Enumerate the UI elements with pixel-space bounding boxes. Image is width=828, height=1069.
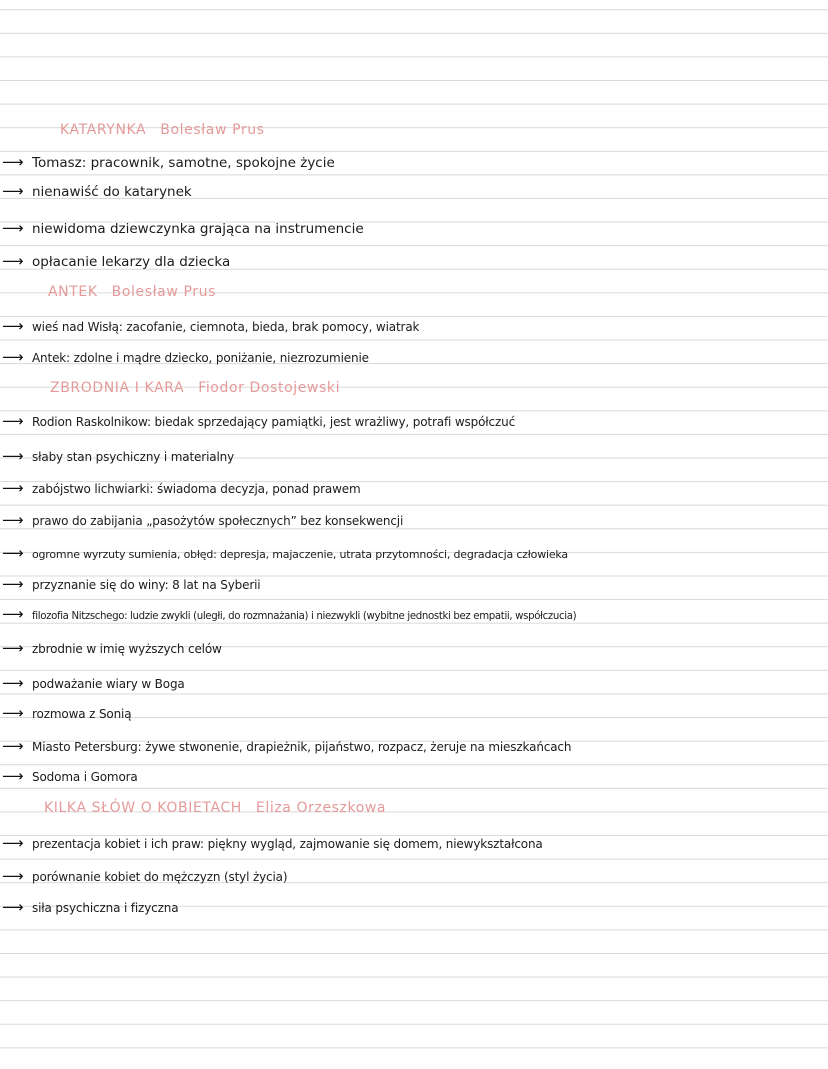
arrow-right-icon: ⟶ [2, 153, 24, 171]
arrow-right-icon: ⟶ [2, 317, 24, 335]
list-item: ⟶ podważanie wiary w Boga [0, 671, 820, 695]
section-title: ZBRODNIA I KARA [50, 380, 185, 396]
arrow-right-icon: ⟶ [2, 544, 24, 562]
list-item: ⟶ prawo do zabijania „pasożytów społecznych” bez konsekwencji [0, 508, 820, 532]
section-title: KATARYNKA [60, 122, 147, 138]
arrow-right-icon: ⟶ [2, 605, 24, 623]
list-item: ⟶ Sodoma i Gomora [0, 764, 820, 788]
arrow-right-icon: ⟶ [2, 412, 24, 430]
list-item: ⟶ zbrodnie w imię wyższych celów [0, 636, 820, 660]
list-item: ⟶ ogromne wyrzuty sumienia, obłęd: depresja, majaczenie, utrata przytomności, degradacja człowieka [0, 541, 820, 565]
arrow-right-icon: ⟶ [2, 737, 24, 755]
list-item: ⟶ zabójstwo lichwiarki: świadoma decyzja, ponad prawem [0, 476, 820, 500]
arrow-right-icon: ⟶ [2, 704, 24, 722]
section-heading-kilka-slow-o-kobietach [0, 796, 820, 820]
arrow-right-icon: ⟶ [2, 639, 24, 657]
section-author: Bolesław Prus [160, 122, 265, 138]
list-item: ⟶ nienawiść do katarynek [0, 179, 820, 203]
arrow-right-icon: ⟶ [2, 348, 24, 366]
arrow-right-icon: ⟶ [2, 834, 24, 852]
arrow-right-icon: ⟶ [2, 182, 24, 200]
list-item: ⟶ wieś nad Wisłą: zacofanie, ciemnota, bieda, brak pomocy, wiatrak [0, 314, 820, 338]
arrow-right-icon: ⟶ [2, 219, 24, 237]
list-item: ⟶ siła psychiczna i fizyczna [0, 895, 820, 919]
list-item: ⟶ porównanie kobiet do mężczyzn (styl życia) [0, 864, 820, 888]
section-title: ANTEK [48, 284, 98, 300]
list-item: ⟶ rozmowa z Sonią [0, 701, 820, 725]
list-item: ⟶ Rodion Raskolnikow: biedak sprzedający pamiątki, jest wrażliwy, potrafi współczuć [0, 409, 820, 433]
arrow-right-icon: ⟶ [2, 898, 24, 916]
section-author: Fiodor Dostojewski [198, 380, 341, 396]
arrow-right-icon: ⟶ [2, 867, 24, 885]
section-title: KILKA SŁÓW O KOBIETACH [44, 800, 242, 816]
arrow-right-icon: ⟶ [2, 252, 24, 270]
section-heading-zbrodnia-i-kara [0, 376, 820, 400]
list-item: ⟶ Tomasz: pracownik, samotne, spokojne życie [0, 150, 820, 174]
list-item: ⟶ prezentacja kobiet i ich praw: piękny wygląd, zajmowanie się domem, niewykształcona [0, 831, 820, 855]
section-author: Eliza Orzeszkowa [255, 800, 387, 816]
list-item: ⟶ opłacanie lekarzy dla dziecka [0, 249, 820, 273]
list-item: ⟶ przyznanie się do winy: 8 lat na Syberii [0, 572, 820, 596]
arrow-right-icon: ⟶ [2, 575, 24, 593]
arrow-right-icon: ⟶ [2, 767, 24, 785]
section-author: Bolesław Prus [111, 284, 216, 300]
list-item: ⟶ słaby stan psychiczny i materialny [0, 444, 820, 468]
list-item: ⟶ Antek: zdolne i mądre dziecko, poniżanie, niezrozumienie [0, 345, 820, 369]
section-heading-katarynka [0, 118, 820, 142]
list-item: ⟶ filozofia Nitzschego: ludzie zwykli (uległi, do rozmnażania) i niezwykli (wybitne jednostki bez empatii, współczucia) [0, 602, 820, 626]
list-item: ⟶ Miasto Petersburg: żywe stwonenie, drapieżnik, pijaństwo, rozpacz, żeruje na mieszkańcach [0, 734, 820, 758]
arrow-right-icon: ⟶ [2, 479, 24, 497]
list-item: ⟶ niewidoma dziewczynka grająca na instrumencie [0, 216, 820, 240]
arrow-right-icon: ⟶ [2, 674, 24, 692]
arrow-right-icon: ⟶ [2, 511, 24, 529]
section-heading-antek [0, 280, 820, 304]
arrow-right-icon: ⟶ [2, 447, 24, 465]
